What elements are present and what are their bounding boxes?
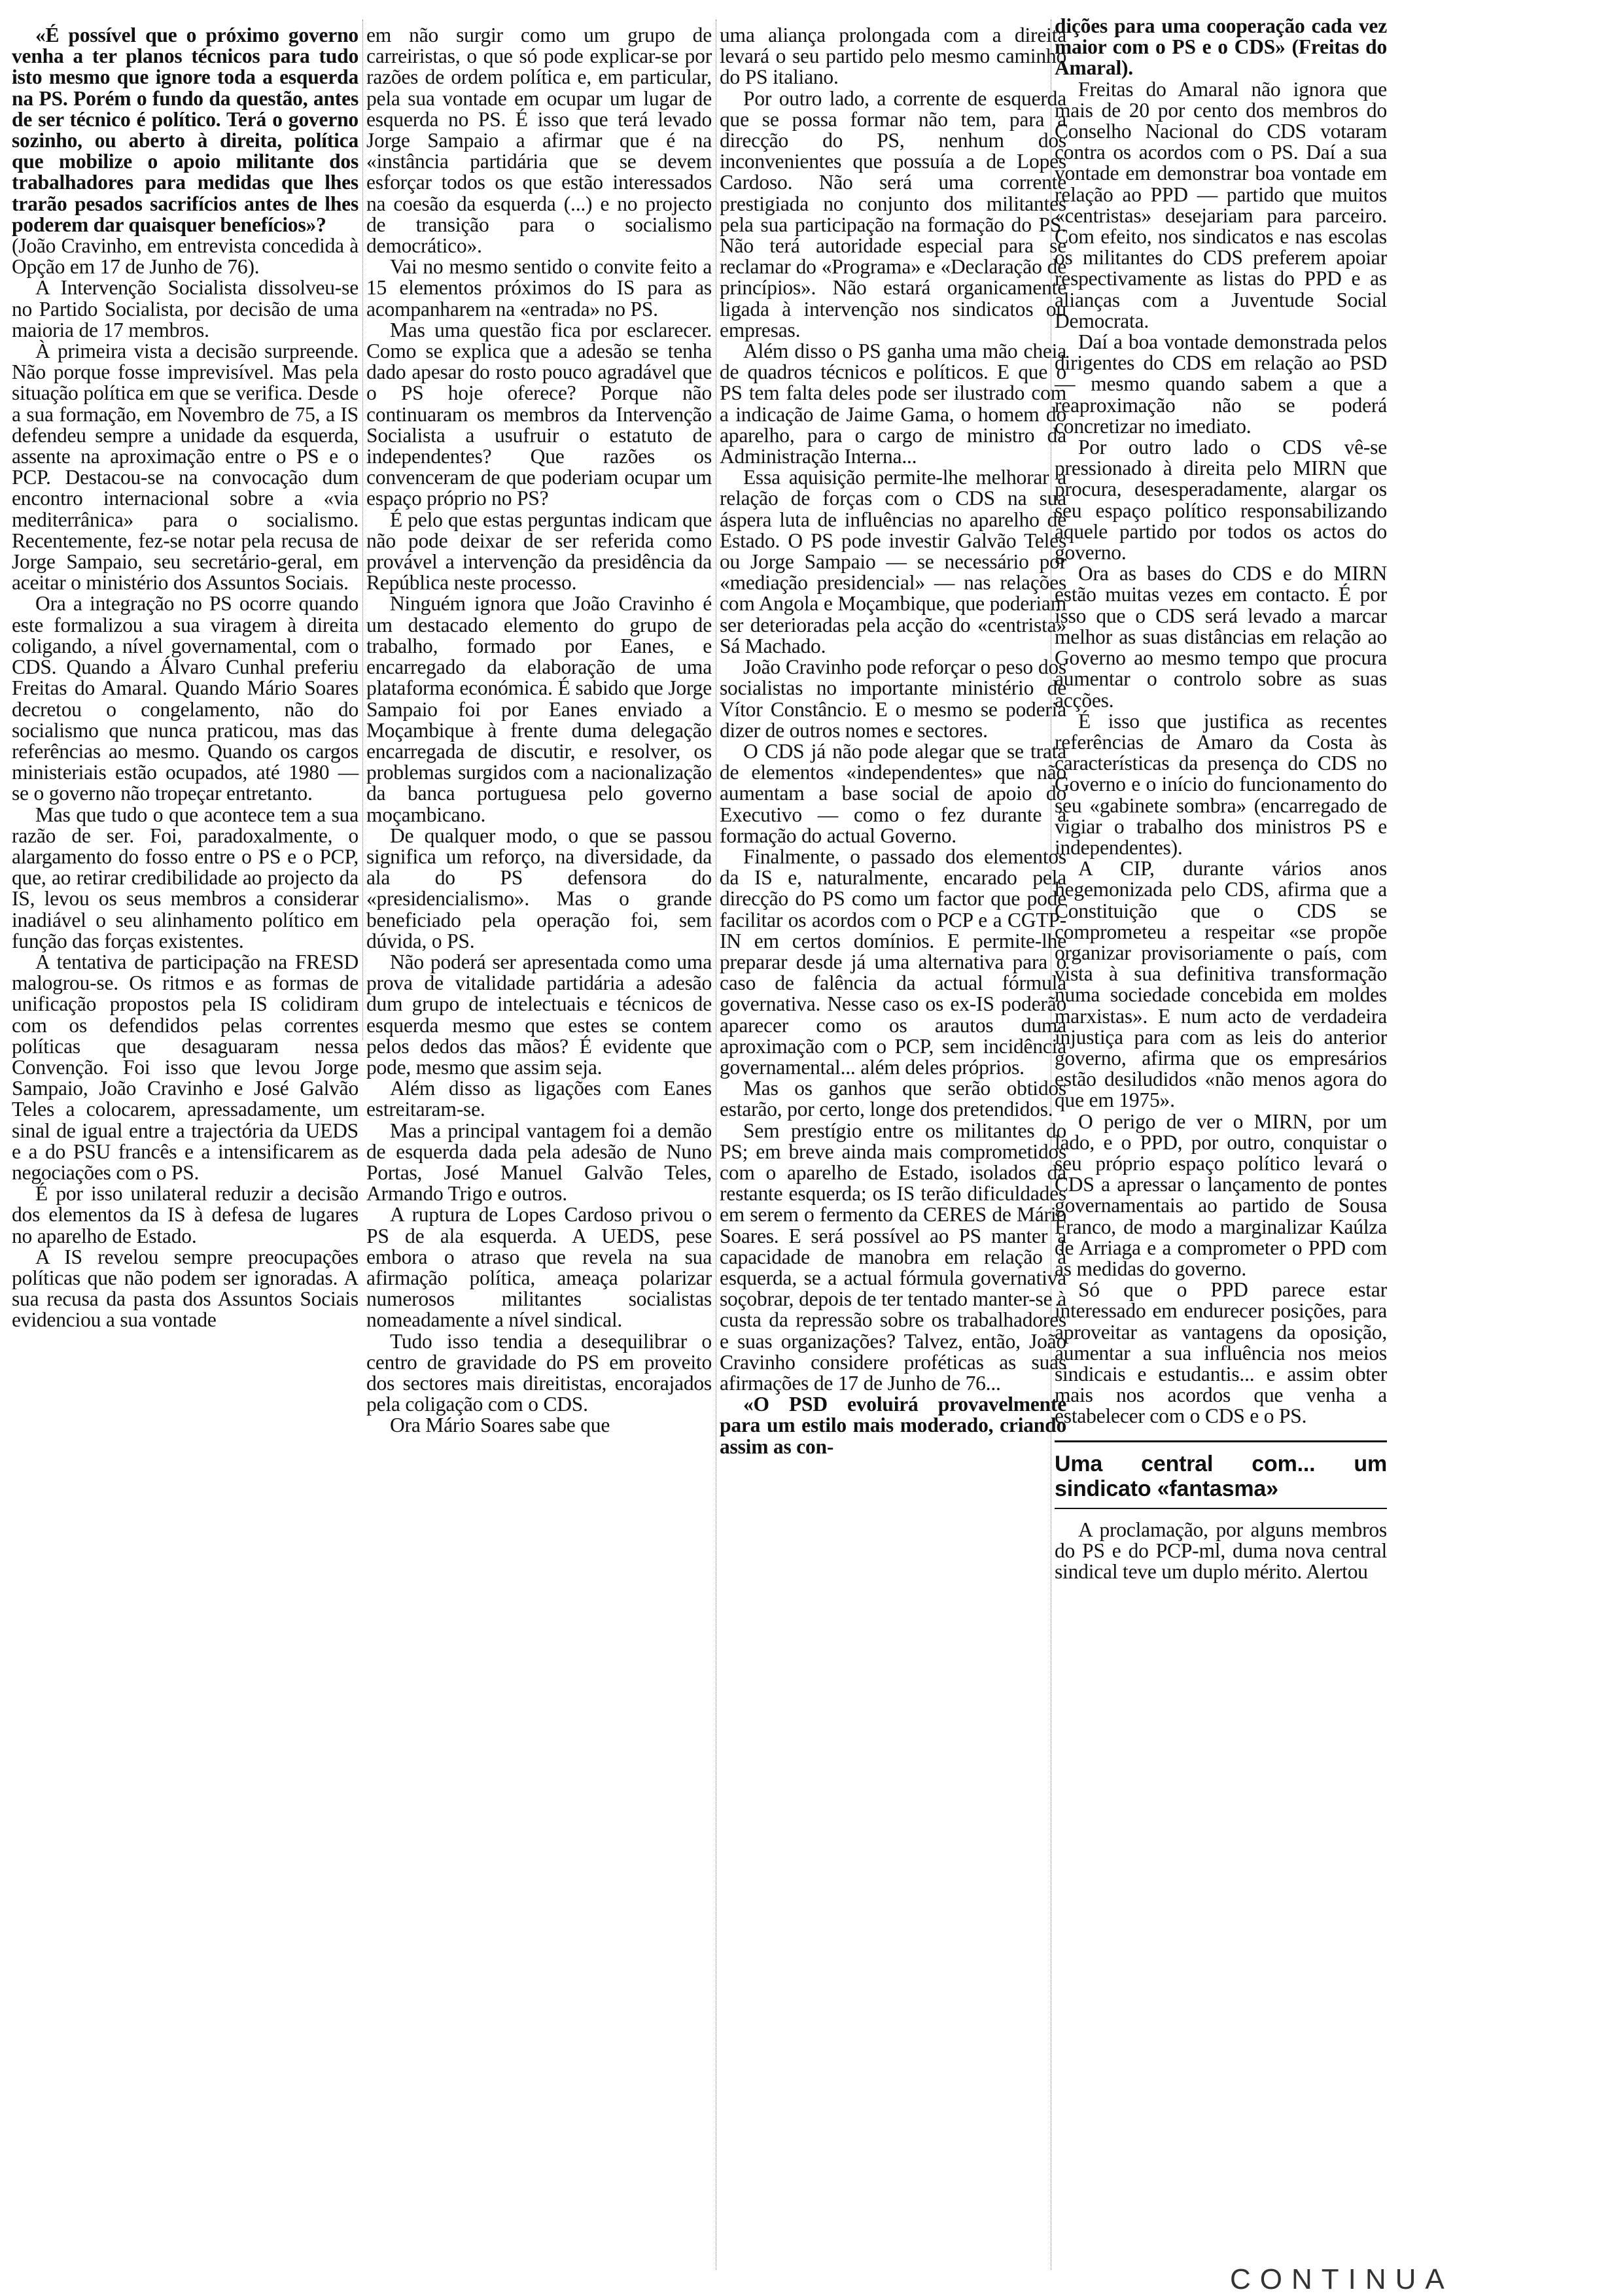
paragraph: À primeira vista a decisão surpreende. Não porque fosse imprevisível. Mas pela situação política em que se verifica. Desde a sua formação, em Novembro de 75, a IS defendeu sempre a unidade da esquerda, assente na aproximação entre o PS e o PCP. Destacou-se na convocação dum encontro internacional sobre a «via mediterrânica» para o socialismo. Recentemente, fez-se notar pela recusa de Jorge Sampaio, seu secretário-geral, em aceitar o ministério dos Assuntos Sociais. (12, 339, 359, 595)
column-rule-1 (362, 20, 363, 1040)
paragraph: Vai no mesmo sentido o convite feito a 15 elementos próximos do IS para as acompanharem na «entrada» no PS. (366, 255, 712, 321)
paragraph: Mas uma questão fica por esclarecer. Como se explica que a adesão se tenha dado apesar do rosto pouco agradável que o PS hoje oferece? Porque não continuaram os membros da Intervenção Socialista a usufruir o estatuto de independentes? Que razões os convenceram de que poderiam ocupar um espaço próprio no PS? (366, 318, 712, 510)
paragraph: A CIP, durante vários anos hegemonizada pelo CDS, afirma que a Constituição que o CDS se comprometeu a respeitar «se propõe organizar provisoriamente o país, com vista à sua definitiva transformação numa sociedade concebida em moldes marxistas». E num acto de verdadeira injustiça para com as leis do anterior governo, afirma que os empresários estão desiludidos «não menos agora do que em 1975». (1055, 857, 1387, 1112)
paragraph: Ora as bases do CDS e do MIRN estão muitas vezes em contacto. É por isso que o CDS será levado a marcar melhor as suas distâncias em relação ao Governo ao mesmo tempo que procura aumentar o controlo sobre as suas acções. (1055, 562, 1387, 712)
paragraph: Mas a principal vantagem foi a demão de esquerda dada pela adesão de Nuno Portas, José Manuel Galvão Teles, Armando Trigo e outros. (366, 1119, 712, 1206)
subheading-divider (1055, 1508, 1387, 1509)
continued-label: CONTINUA (1230, 2263, 1454, 2295)
paragraph: Além disso o PS ganha uma mão cheia de quadros técnicos e políticos. E que o PS tem falta deles pode ser ilustrado com a indicação de Jaime Gama, o homem do aparelho, para o cargo de ministro da Administração Interna... (720, 339, 1066, 468)
paragraph: A proclamação, por alguns membros do PS e do PCP-ml, duma nova central sindical teve um duplo mérito. Alertou (1055, 1518, 1387, 1584)
quote-continuation: dições para uma cooperação cada vez maior com o PS e o CDS» (Freitas do Amaral). (1055, 14, 1387, 80)
paragraph: em não surgir como um grupo de carreiristas, o que só pode explicar-se por razões de ordem política e, em particular, pela sua vontade em ocupar um lugar de esquerda no PS. É isso que terá levado Jorge Sampaio a afirmar que é na «instância partidária que se devem esforçar todos os que estão interessados na coesão da esquerda (...) e no projecto de transição para o socialismo democrático». (366, 24, 712, 258)
paragraph: Ora Mário Soares sabe que (390, 1414, 610, 1437)
subheading: Uma central com... um sindicato «fantasma» (1055, 1451, 1387, 1501)
closing-quote: «O PSD evoluirá provavelmente para um estilo mais moderado, criando assim as con- (720, 1393, 1066, 1458)
paragraph: Mas que tudo o que acontece tem a sua razão de ser. Foi, paradoxalmente, o alargamento do fosso entre o PS e o PCP, que, ao retirar credibilidade ao projecto da IS, levou os seus membros a considerar inadiável o seu alinhamento político em função das forças existentes. (12, 803, 359, 952)
paragraph: A IS revelou sempre preocupações políticas que não podem ser ignoradas. A sua recusa da pasta dos Assuntos Sociais evidenciou a sua vontade (12, 1245, 359, 1332)
paragraph: É pelo que estas perguntas indicam que não pode deixar de ser referida como provável a intervenção da presidência da República neste processo. (366, 508, 712, 595)
paragraph: É isso que justifica as recentes referências de Amaro da Costa às características da presença do CDS no Governo e o início do funcionamento do seu «gabinete sombra» (encarregado de vigiar o trabalho dos ministros PS e independentes). (1055, 709, 1387, 859)
paragraph: Além disso as ligações com Eanes estreitaram-se. (366, 1077, 712, 1121)
paragraph: Só que o PPD parece estar interessado em endurecer posições, para aproveitar as vantagens da oposição, aumentar a sua influência nos meios sindicais e estudantis... e assim obter mais nos acordos que venha a estabelecer com o CDS e o PS. (1055, 1278, 1387, 1428)
paragraph: O CDS já não pode alegar que se trata de elementos «independentes» que não aumentam a base social de apoio do Executivo — como o fez durante a formação do actual Governo. (720, 739, 1066, 847)
paragraph: Mas os ganhos que serão obtidos estarão, por certo, longe dos pretendidos. (720, 1077, 1066, 1121)
paragraph: Essa aquisição permite-lhe melhorar a relação de forças com o CDS na sua áspera luta de influências no aparelho de Estado. O PS pode investir Galvão Teles ou Jorge Sampaio — se necessário por «mediação presidencial» — nas relações com Angola e Moçambique, que poderiam ser deterioradas pela acção do «centrista» Sá Machado. (720, 466, 1066, 657)
paragraph: Não poderá ser apresentada como uma prova de vitalidade partidária a adesão dum grupo de intelectuais e técnicos de esquerda mesmo que estes se contem pelos dedos das mãos? É evidente que pode, mesmo que assim seja. (366, 950, 712, 1079)
paragraph: Freitas do Amaral não ignora que mais de 20 por cento dos membros do Conselho Nacional do CDS votaram contra os acordos com o PS. Daí a sua vontade em demonstrar boa vontade em relação ao PPD — partido que muitos «centristas» desejariam para parceiro. Com efeito, nos sindicatos e nas escolas os militantes do CDS preferem apoiar respectivamente as listas do PPD e as alianças com a Juventude Social Democrata. (1055, 77, 1387, 332)
column-4 (1055, 16, 1387, 1582)
paragraph: Por outro lado o CDS vê-se pressionado à direita pelo MIRN que procura, desesperadamente, alargar os seu espaço político responsabilizando aquele partido por todos os actos do governo. (1055, 436, 1387, 565)
opening-quote: «É possível que o próximo governo venha a ter planos técnicos para tudo isto mesmo que ignore toda a esquerda na PS. Porém o fundo da questão, antes de ser técnico é político. Terá o governo sozinho, ou aberto à direita, política que mobilize o apoio militante dos trabalhadores para medidas que lhes trarão pesados sacrifícios antes de lhes poderem dar quaisquer benefícios»? (12, 24, 359, 236)
paragraph: Daí a boa vontade demonstrada pelos dirigentes do CDS em relação ao PSD — mesmo quando sabem a que a reaproximação não se poderá concretizar no imediato. (1055, 330, 1387, 438)
section-divider (1055, 1440, 1387, 1442)
paragraph: A Intervenção Socialista dissolveu-se no Partido Socialista, por decisão de uma maioria de 17 membros. (12, 276, 359, 341)
paragraph: Tudo isso tendia a desequilibrar o centro de gravidade do PS em proveito dos sectores mais direitistas, encorajados pela coligação com o CDS. (366, 1329, 712, 1416)
paragraph: De qualquer modo, o que se passou significa um reforço, na diversidade, da ala do PS defensora do «presidencialismo». Mas o grande beneficiado pela operação foi, sem dúvida, o PS. (366, 824, 712, 952)
paragraph: Ninguém ignora que João Cravinho é um destacado elemento do grupo de trabalho, formado por Eanes, e encarregado da elaboração de uma plataforma económica. É sabido que Jorge Sampaio foi por Eanes enviado a Moçambique à frente duma delegação encarregada de discutir, e resolver, os problemas surgidos com a nacionalização da banca portuguesa pelo governo moçambicano. (366, 592, 712, 826)
paragraph: O perigo de ver o MIRN, por um lado, e o PPD, por outro, conquistar o seu próprio espaço político levará o CDS a apressar o lançamento de pontes governamentais ao partido de Sousa Franco, de modo a marginalizar Kaúlza de Arriaga e a comprometer o PPD com as medidas do governo. (1055, 1109, 1387, 1280)
paragraph: A tentativa de participação na FRESD malogrou-se. Os ritmos e as formas de unificação propostos pela IS colidiram com os defendidos pelas correntes políticas que desaguaram nessa Convenção. Foi isso que levou Jorge Sampaio, João Cravinho e José Galvão Teles a colocarem, apressadamente, um sinal de igual entre a trajectória da UEDS e a do PSU francês e a intensificarem as negociações com o PS. (12, 950, 359, 1184)
column-1 (12, 25, 359, 1331)
quote-source: (João Cravinho, em entrevista concedida à Opção em 17 de Junho de 76). (12, 234, 359, 279)
paragraph: Sem prestígio entre os militantes do PS; em breve ainda mais comprometidos com o aparelho de Estado, isolados da restante esquerda; os IS terão dificuldades em serem o fermento da CERES de Mário Soares. E será possível ao PS manter a capacidade de manobra em relação à esquerda, se a actual fórmula governativa soçobrar, depois de ter tentado manter-se à custa da repressão sobre os trabalhadores e suas organizações? Talvez, então, João Cravinho considere proféticas as suas afirmações de 17 de Junho de 76... (720, 1119, 1066, 1395)
paragraph: Finalmente, o passado dos elementos da IS e, naturalmente, encarado pela direcção do PS como um factor que pode facilitar os acordos com o PCP e a CGTP-IN em certos domínios. E permite-lhe preparar desde já uma alternativa para o caso de falência da actual fórmula governativa. Nesse caso os ex-IS poderão aparecer como os arautos duma aproximação com o PCP, sem incidência governamental... além deles próprios. (720, 844, 1066, 1079)
paragraph: Por outro lado, a corrente de esquerda que se possa formar não tem, para a direcção do PS, nenhum dos inconvenientes que possuía a de Lopes Cardoso. Não será uma corrente prestigiada no conjunto dos militantes pela sua participação na formação do PS. Não terá autoridade especial para se reclamar do «Programa» e «Declaração de princípios». Não estará organicamente ligada à intervenção nos sindicatos ou empresas. (720, 86, 1066, 341)
paragraph: É por isso unilateral reduzir a decisão dos elementos da IS à defesa de lugares no aparelho de Estado. (12, 1182, 359, 1247)
paragraph: A ruptura de Lopes Cardoso privou o PS de ala esquerda. A UEDS, pese embora o atraso que revela na sua afirmação política, ameaça polarizar numerosos militantes socialistas nomeadamente a nível sindical. (366, 1203, 712, 1332)
paragraph: uma aliança prolongada com a direita levará o seu partido pelo mesmo caminho do PS italiano. (720, 24, 1066, 89)
paragraph: João Cravinho pode reforçar o peso dos socialistas no importante ministério de Vítor Constâncio. E o mesmo se poderia dizer de outros nomes e sectores. (720, 655, 1066, 742)
column-3 (720, 25, 1066, 1457)
column-2 (366, 25, 712, 1436)
paragraph: Ora a integração no PS ocorre quando este formalizou a sua viragem à direita coligando, a nível governamental, com o CDS. Quando a Álvaro Cunhal preferiu Freitas do Amaral. Quando Mário Soares decretou o congelamento, não do socialismo que nunca praticou, mas das referências ao mesmo. Quando os cargos ministeriais estão ocupados, até 1980 — se o governo não tropeçar entretanto. (12, 592, 359, 805)
